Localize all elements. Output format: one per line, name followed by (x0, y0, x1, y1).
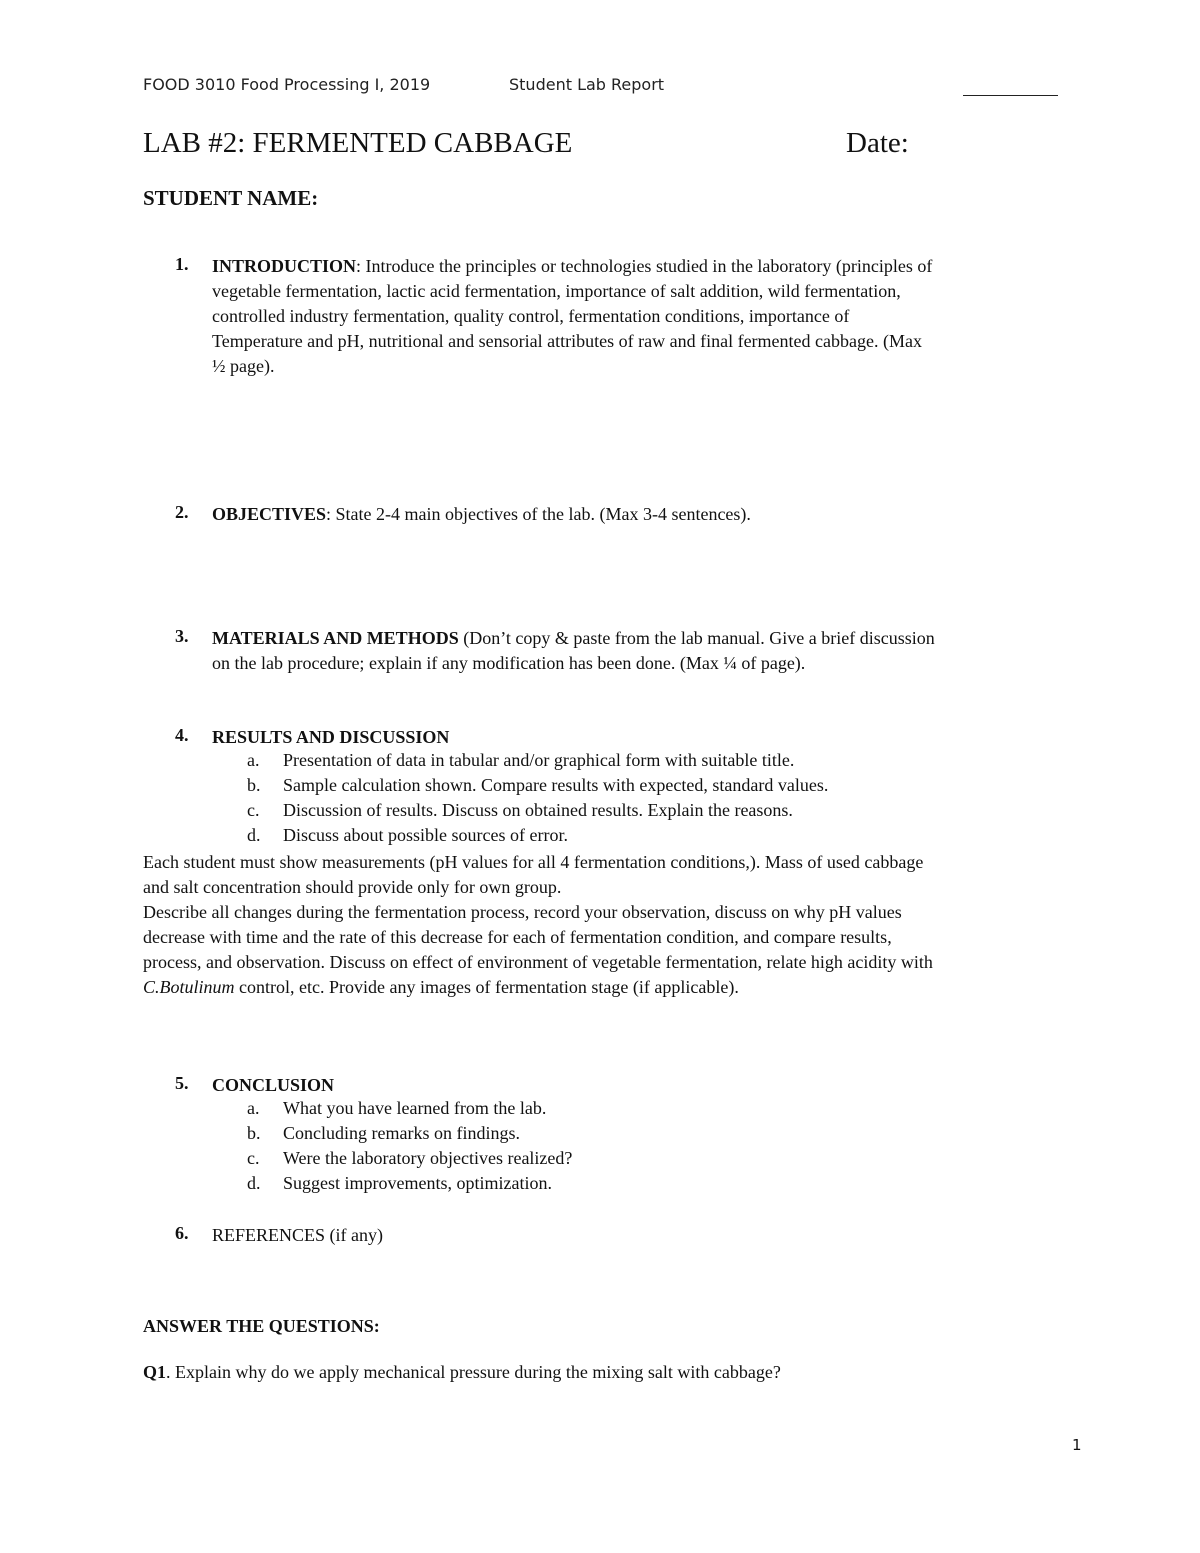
list-item: What you have learned from the lab. (283, 1098, 547, 1118)
header-course: FOOD 3010 Food Processing I, 2019 (143, 75, 431, 94)
section-number-results: 4. (175, 725, 189, 745)
section-line (212, 502, 1092, 527)
section-line: controlled industry fermentation, quality control, fermentation conditions, importance of (212, 306, 850, 326)
list-item: Concluding remarks on findings. (283, 1123, 520, 1143)
body-line: process, and observation. Discuss on effect of environment of vegetable fermentation, relate high acidity with (143, 952, 933, 972)
section-heading-conclusion (212, 1073, 1092, 1098)
question-text: . Explain why do we apply mechanical pressure during the mixing salt with cabbage? (166, 1362, 781, 1382)
section-number-references: 6. (175, 1223, 189, 1243)
section-line: on the lab procedure; explain if any modification has been done. (Max ¼ of page). (212, 653, 806, 673)
section-text: : State 2-4 main objectives of the lab. (Max 3-4 sentences). (326, 504, 751, 524)
header-report-type: Student Lab Report (509, 75, 665, 94)
list-item: Presentation of data in tabular and/or graphical form with suitable title. (283, 750, 795, 770)
section-line: Temperature and pH, nutritional and sensorial attributes of raw and final fermented cabbage. (Max (212, 331, 922, 351)
section-introduction (212, 254, 1092, 379)
section-number-introduction: 1. (175, 254, 189, 274)
section-heading-introduction: INTRODUCTION (212, 256, 357, 276)
section-number-objectives: 2. (175, 502, 189, 522)
body-line: decrease with time and the rate of this decrease for each of fermentation condition, and compare results, (143, 927, 892, 947)
list-item-letter: d. (247, 825, 261, 845)
section-line: ½ page). (212, 356, 275, 376)
section-line: vegetable fermentation, lactic acid fermentation, importance of salt addition, wild fermentation, (212, 281, 901, 301)
list-item-letter: c. (247, 800, 260, 820)
list-item: Suggest improvements, optimization. (283, 1173, 552, 1193)
body-line (143, 975, 1103, 1000)
list-item: Were the laboratory objectives realized? (283, 1148, 573, 1168)
list-item-letter: a. (247, 750, 260, 770)
list-item-letter: c. (247, 1148, 260, 1168)
section-heading-objectives: OBJECTIVES (212, 504, 327, 524)
list-item-letter: b. (247, 775, 261, 795)
body-line: Each student must show measurements (pH values for all 4 fermentation conditions,). Mass of used cabbage (143, 852, 924, 872)
question-1 (143, 1362, 781, 1383)
questions-heading: ANSWER THE QUESTIONS: (143, 1316, 380, 1336)
page-title: LAB #2: FERMENTED CABBAGE (143, 127, 573, 159)
section-heading-results (212, 725, 1092, 750)
section-materials-methods (212, 626, 1092, 676)
list-item-letter: a. (247, 1098, 260, 1118)
body-line: Describe all changes during the fermentation process, record your observation, discuss on why pH values (143, 902, 902, 922)
header-blank-line (963, 95, 1058, 96)
page-number: 1 (1072, 1436, 1082, 1454)
list-item-letter: d. (247, 1173, 261, 1193)
section-number-materials-methods: 3. (175, 626, 189, 646)
section-number-conclusion: 5. (175, 1073, 189, 1093)
date-label: Date: (846, 127, 909, 159)
section-line (212, 254, 1092, 279)
question-label: Q1 (143, 1362, 167, 1382)
organism-name: C.Botulinum (143, 977, 235, 997)
section-line (212, 626, 1092, 651)
student-name-label: STUDENT NAME: (143, 186, 319, 210)
section-text: : Introduce the principles or technologies studied in the laboratory (principles of (356, 256, 933, 276)
section-references: REFERENCES (if any) (212, 1225, 383, 1245)
section-heading-text: RESULTS AND DISCUSSION (212, 727, 450, 747)
section-heading-materials-methods: MATERIALS AND METHODS (212, 628, 459, 648)
section-text: (Don’t copy & paste from the lab manual. Give a brief discussion (458, 628, 935, 648)
section-objectives (212, 502, 1092, 527)
section-heading-text: CONCLUSION (212, 1075, 335, 1095)
list-item-letter: b. (247, 1123, 261, 1143)
list-item: Discuss about possible sources of error. (283, 825, 568, 845)
body-line: and salt concentration should provide only for own group. (143, 877, 562, 897)
results-instructions (143, 850, 1103, 1000)
list-item: Sample calculation shown. Compare results with expected, standard values. (283, 775, 829, 795)
body-line-rest: control, etc. Provide any images of fermentation stage (if applicable). (234, 977, 739, 997)
list-item: Discussion of results. Discuss on obtained results. Explain the reasons. (283, 800, 793, 820)
